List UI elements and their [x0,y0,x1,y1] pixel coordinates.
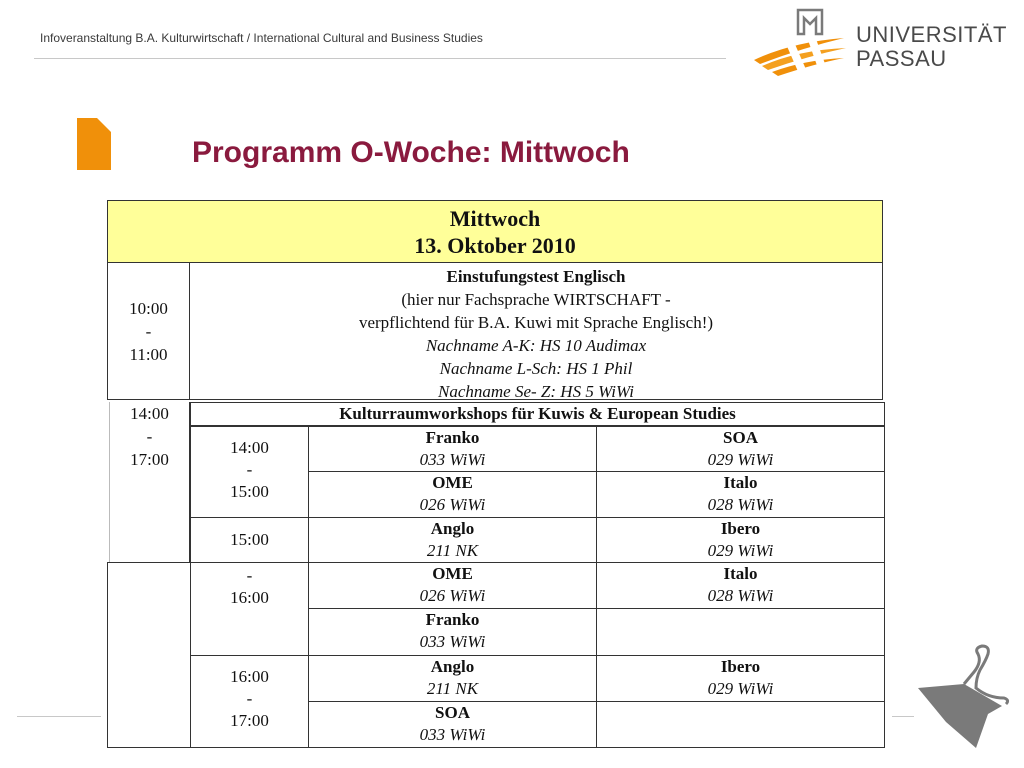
slot-time-1 [190,426,309,518]
block1-time-dash: - [145,322,152,341]
workshop-room: 028 WiWi [707,495,774,514]
workshop-cell [596,562,885,609]
workshop-cell-empty [596,701,885,748]
workshop-room: 033 WiWi [419,450,486,469]
workshop-room: 029 WiWi [707,679,774,698]
university-logo [752,8,1012,80]
workshop-name: OME [432,473,473,492]
workshop-name: Franko [425,610,480,629]
block1-time [107,263,190,400]
block2-time-continuation [107,562,191,748]
workshop-name: OME [432,564,473,583]
block2-time-dash: - [146,427,153,446]
day-name: Mittwoch [449,206,541,231]
workshop-name: Anglo [430,519,475,538]
workshop-header: Kulturraumworkshops für Kuwis & European Studies [190,402,885,426]
slot4-end: 17:00 [230,711,269,730]
workshop-cell [308,701,597,748]
slot1-end: 15:00 [230,482,269,501]
block2-time-end: 17:00 [130,450,169,469]
block1-note-1: (hier nur Fachsprache WIRTSCHAFT - [401,290,671,309]
workshop-room: 033 WiWi [419,725,486,744]
block1-time-end: 11:00 [129,345,168,364]
slot1-dash: - [246,460,253,479]
block1-title: Einstufungstest Englisch [446,267,626,286]
workshop-cell-empty [596,608,885,656]
workshop-name: SOA [435,703,470,722]
logo-mark-icon [752,8,852,80]
day-header [107,200,883,263]
block1-room-1: Nachname A-K: HS 10 Audimax [425,336,647,355]
workshop-name: Ibero [720,519,761,538]
orange-bullet-icon [77,118,111,170]
slot3-dash: - [246,566,253,585]
footer-divider-right [892,716,914,717]
workshop-cell [596,655,885,702]
header-text: Infoveranstaltung B.A. Kulturwirtschaft / International Cultural and Business Studies [40,31,483,45]
workshop-room: 211 NK [426,541,479,560]
block1-room-2: Nachname L-Sch: HS 1 Phil [439,359,633,378]
slot4-dash: - [246,689,253,708]
workshop-cell [308,608,597,656]
block2-time-start: 14:00 [130,404,169,423]
slot2-start: 15:00 [230,530,269,549]
slot-time-3 [190,562,309,656]
workshop-name: Anglo [430,657,475,676]
logo-line-1: UNIVERSITÄT [856,22,1007,47]
slot4-start: 16:00 [230,667,269,686]
workshop-name: Italo [723,564,758,583]
workshop-room: 029 WiWi [707,541,774,560]
footer-divider-left [17,716,101,717]
workshop-room: 026 WiWi [419,586,486,605]
workshop-name: Ibero [720,657,761,676]
workshop-cell [596,426,885,472]
slot-time-4 [190,655,309,748]
workshop-cell [596,471,885,518]
header-divider [34,58,726,59]
slot1-start: 14:00 [230,438,269,457]
workshop-name: Franko [425,428,480,447]
block1-time-start: 10:00 [129,299,168,318]
graduation-hat-icon [916,644,1016,748]
block1-room-3: Nachname Se- Z: HS 5 WiWi [438,382,634,401]
workshop-cell [308,471,597,518]
workshop-room: 033 WiWi [419,632,486,651]
page-title: Programm O-Woche: Mittwoch [192,136,630,169]
workshop-room: 026 WiWi [419,495,486,514]
workshop-cell [308,426,597,472]
workshop-name: Italo [723,473,758,492]
workshop-cell [596,517,885,563]
block1-note-2: verpflichtend für B.A. Kuwi mit Sprache Englisch!) [358,313,714,332]
logo-line-2: PASSAU [856,46,947,71]
workshop-room: 028 WiWi [707,586,774,605]
workshop-name: SOA [723,428,758,447]
slot3-end: 16:00 [230,588,269,607]
workshop-room: 211 NK [426,679,479,698]
block2-time [109,402,190,562]
workshop-cell [308,517,597,563]
workshop-room: 029 WiWi [707,450,774,469]
day-date: 13. Oktober 2010 [414,233,576,258]
workshop-cell [308,562,597,609]
block1-description [189,263,883,400]
slot-time-2 [190,517,309,563]
workshop-cell [308,655,597,702]
